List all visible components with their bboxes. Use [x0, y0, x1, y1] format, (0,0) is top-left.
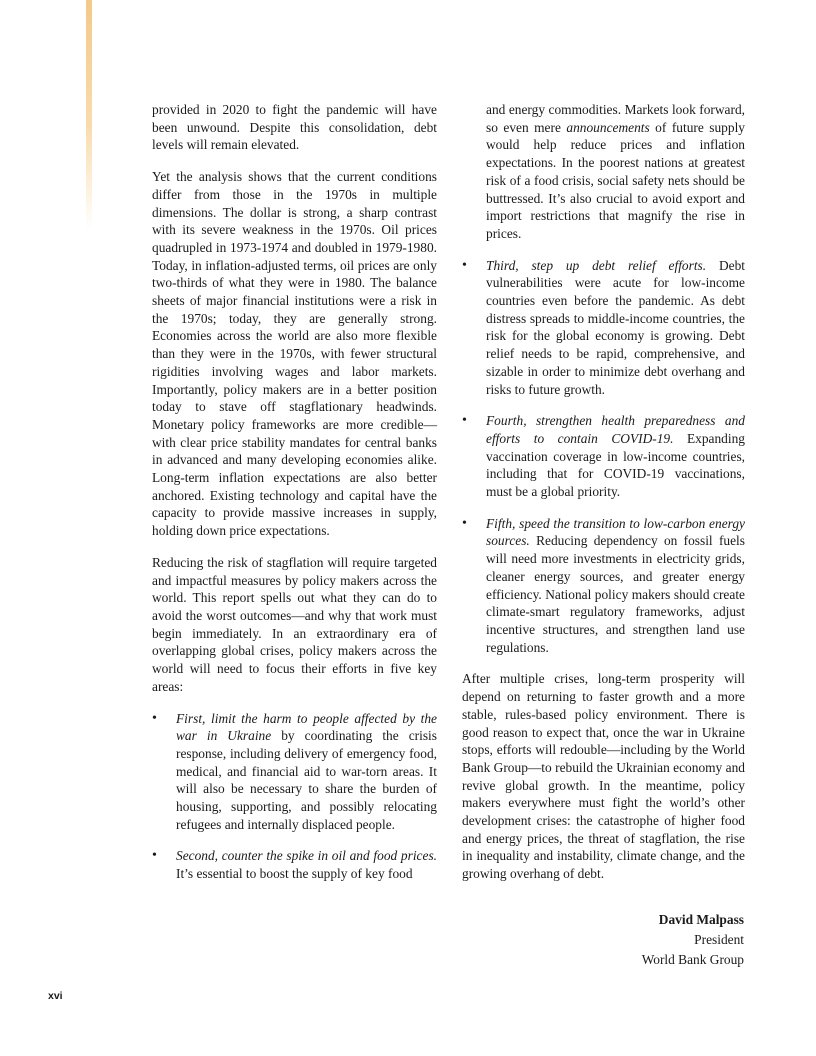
list-item-first: [152, 710, 437, 834]
right-column: [462, 101, 745, 897]
list-item-fourth: [462, 412, 745, 501]
list-item-text: It’s essential to boost the supply of key food: [176, 866, 413, 882]
list-item-text: Reducing dependency on fossil fuels will need more investments in electricity grids, cleaner energy sources, and greater energy efficiency. National policy makers should create climate-smart regulatory frameworks, adjust incentive structures, and strengthen land use regulations.: [486, 533, 745, 655]
page-number: xvi: [48, 990, 63, 1002]
list-item-fifth: [462, 515, 745, 657]
list-item-lead: First, limit the harm to people affected by the war in Ukraine: [176, 710, 437, 744]
continued-text: and energy commodities. Markets look forward, so even mere: [486, 102, 745, 135]
key-areas-list-continued: [462, 257, 745, 657]
signatory-title: President: [694, 932, 744, 947]
list-item-lead: Second, counter the spike in oil and food prices.: [176, 848, 437, 864]
paragraph-conclusion: After multiple crises, long-term prosperity will depend on returning to faster growth and a more stable, rules-based policy environment. There is good reason to expect that, once the war in Ukraine stops, efforts will redouble—including by the World Bank Group—to rebuild the Ukrainian economy and revive global growth. In the meantime, policy makers everywhere must fight the world’s other development crises: the catastrophe of higher food and energy prices, the threat of stagflation, the rise in inequality and instability, climate change, and the growing overhang of debt.: [462, 671, 745, 882]
emphasis-text: announcements: [566, 119, 650, 135]
list-item-text: Debt vulnerabilities were acute for low-income countries even before the pandemic. As debt distress spreads to middle-income countries, the risk for the global economy is growing. Debt relief needs to be rapid, comprehensive, and sizable in order to minimize debt overhang and risks to future growth.: [486, 257, 745, 397]
list-item-second-continued: [486, 101, 745, 243]
signatory-organization: World Bank Group: [641, 952, 744, 967]
list-item-text: Expanding vaccination coverage in low-income countries, including that for COVID-19 vaccinations, must be a global priority.: [486, 430, 745, 500]
continued-text: of future supply would help reduce prices and inflation expectations. In the poorest nations at greatest risk of a food crisis, social safety nets should be buttressed. It’s also crucial to avoid export and import restrictions that magnify the rise in prices.: [486, 119, 745, 241]
list-item-lead: Third, step up debt relief efforts.: [486, 257, 707, 273]
list-item-lead: Fourth, strengthen health preparedness and efforts to contain COVID-19.: [486, 413, 745, 446]
signatory-name: David Malpass: [658, 912, 744, 927]
decorative-accent-bar: [86, 0, 92, 230]
list-item-second: [152, 847, 437, 882]
paragraph-debt-levels: provided in 2020 to fight the pandemic will have been unwound. Despite this consolidation, debt levels will remain elevated.: [152, 102, 437, 153]
left-column: [152, 101, 437, 897]
paragraph-reducing-risk: Reducing the risk of stagflation will require targeted and impactful measures by policy makers across the world. This report spells out what they can do to avoid the worst outcomes—and why that work must begin immediately. In an extraordinary era of overlapping global crises, policy makers across the world will need to focus their efforts in five key areas:: [152, 554, 437, 694]
signature-block: [642, 910, 744, 970]
list-item-text: by coordinating the crisis response, including delivery of emergency food, medical, and financial aid to war-torn areas. It will also be necessary to share the burden of housing, supporting, and possibly relocating refugees and internally displaced people.: [176, 728, 437, 832]
list-item-third: [462, 257, 745, 399]
list-item-lead: Fifth, speed the transition to low-carbon energy sources.: [486, 515, 745, 549]
paragraph-analysis-1970s: Yet the analysis shows that the current conditions differ from those in the 1970s in multiple dimensions. The dollar is strong, a sharp contrast with its severe weakness in the 1970s. Oil prices quadrupled in 1973-1974 and doubled in 1979-1980. Today, in inflation-adjusted terms, oil prices are only two-thirds of what they were in 1980. The balance sheets of major financial institutions were a risk in the 1970s; today, they are generally strong. Economies across the world are also more flexible than they were in the 1970s, with fewer structural rigidities involving wages and labor markets. Importantly, policy makers are in a better position today to stave off stagflationary headwinds. Monetary policy frameworks are more credible—with clear price stability mandates for central banks in advanced and many developing economies alike. Long-term inflation expectations are also better anchored. Existing technology and capital have the capacity to provide massive increases in supply, holding down price expectations.: [152, 169, 437, 539]
key-areas-list: [152, 710, 437, 883]
